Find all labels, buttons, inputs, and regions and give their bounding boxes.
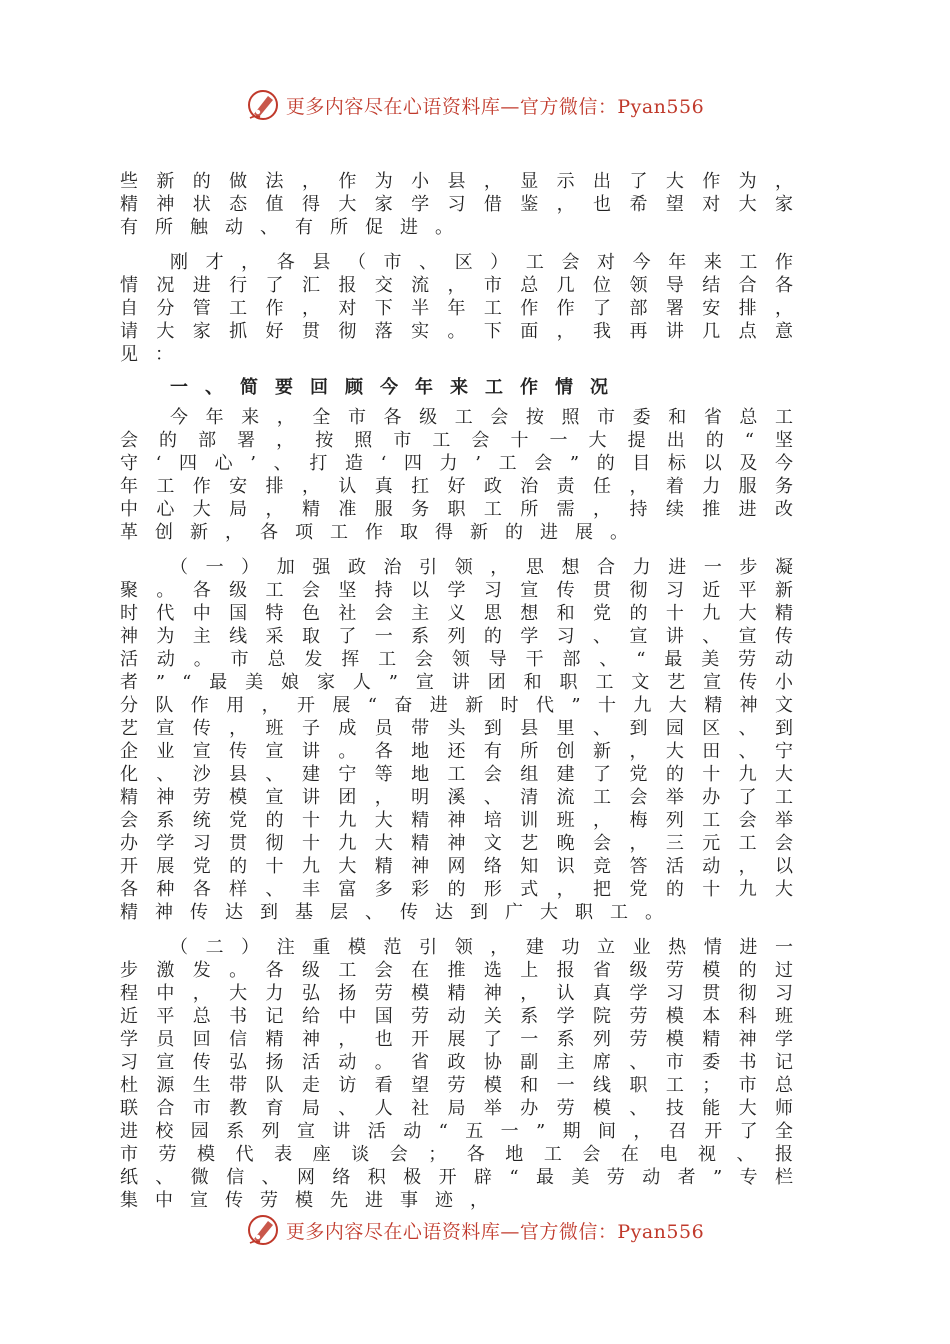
paragraph-1: 些新的做法，作为小县，显示出了大作为，精神状态值得大家学习借鉴，也希望对大家有所触动、有所促进。 xyxy=(120,171,810,238)
paragraph-5: （二）注重模范引领，建功立业热情进一步激发。各级工会在推选上报省级劳模的过程中，大力弘扬劳模精神，认真学习贯彻习近平总书记给中国劳动关系学院劳模本科班学员回信精神，也开展了一系列劳模精神学习宣传弘扬活动。省政协副主席、市委书记杜源生带队走访看望劳模和一线职工；市总联合市教育局、人社局举办劳模、技能大师进校园系列宣讲活动“五一”期间，召开了全市劳模代表座谈会；各地工会在电视、报纸、微信、网络积极开辟“最美劳动者”专栏集中宣传劳模先进事迹， xyxy=(120,937,810,1211)
pen-nib-logo-icon xyxy=(246,1213,280,1247)
header-banner xyxy=(0,85,950,125)
section-heading-1: 一、简要回顾今年来工作情况 xyxy=(170,377,625,398)
paragraph-4: （一）加强政治引领，思想合力进一步凝聚。各级工会坚持以学习宣传贯彻习近平新时代中国特色社会主义思想和党的十九大精神为主线采取了一系列的学习、宣讲、宣传活动。市总发挥工会领导干部、“最美劳动者”“最美娘家人”宣讲团和职工文艺宣传小分队作用，开展“奋进新时代”十九大精神文艺宣传，班子成员带头到县里、到园区、到企业宣传宣讲。各地还有所创新，大田、宁化、沙县、建宁等地工会组建了党的十九大精神劳模宣讲团，明溪、清流工会举办了工会系统党的十九大精神培训班，梅列工会举办学习贯彻十九大精神文艺晚会，三元工会开展党的十九大精神网络知识竞答活动，以各种各样、丰富多彩的形式，把党的十九大精神传达到基层、传达到广大职工。 xyxy=(120,557,810,923)
paragraph-3: 今年来，全市各级工会按照市委和省总工会的部署，按照市工会十一大提出的“坚守‘四心’、打造‘四力’工会”的目标以及今年工作安排，认真扛好政治责任，着力服务中心大局，精准服务职工所需，持续推进改革创新，各项工作取得新的进展。 xyxy=(120,407,810,543)
document-body xyxy=(120,170,810,1224)
banner-text: 更多内容尽在心语资料库—官方微信：Pyan556 xyxy=(285,1220,705,1243)
banner-text: 更多内容尽在心语资料库—官方微信：Pyan556 xyxy=(285,95,705,118)
paragraph-2: 刚才，各县（市、区）工会对今年来工作情况进行了汇报交流，市总几位领导结合各自分管工作，对下半年工作作了部署安排，请大家抓好贯彻落实。下面，我再讲几点意见： xyxy=(120,252,810,365)
footer-banner xyxy=(0,1210,950,1250)
pen-nib-logo-icon xyxy=(246,88,280,122)
